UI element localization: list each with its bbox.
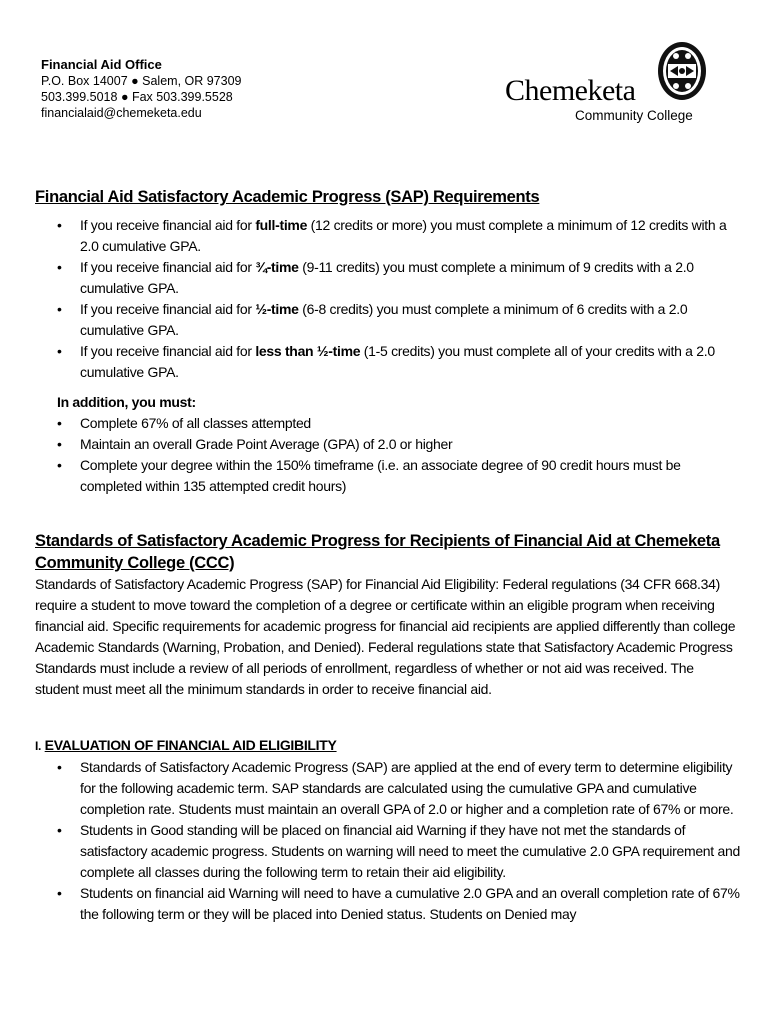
standards-title: Standards of Satisfactory Academic Progress for Recipients of Financial Aid at Chemeketa Community College (CCC) [35,532,720,572]
list-item: • If you receive financial aid for ½-time (6-8 credits) you must complete a minimum of 6 credits with a 2.0 cumulative GPA. [35,299,740,341]
office-name: Financial Aid Office [41,57,162,72]
sap-requirements-list [35,215,740,383]
list-item: • Students on financial aid Warning will need to have a cumulative 2.0 GPA and an overall completion rate of 67% the following term or they will be placed into Denied status. Students on Denied may [35,883,740,925]
document-body [35,186,740,925]
list-item: • If you receive financial aid for ¾-time (9-11 credits) you must complete a minimum of 9 credits with a 2.0 cumulative GPA. [35,257,740,299]
office-email: financialaid@chemeketa.edu [41,106,202,120]
college-logo [505,40,720,125]
sap-title: Financial Aid Satisfactory Academic Progress (SAP) Requirements [35,188,540,206]
list-item: • Standards of Satisfactory Academic Progress (SAP) are applied at the end of every term to determine eligibility for the following academic term. SAP standards are calculated using the cumulative GPA and cumulative completion rate. Students must maintain an overall GPA of 2.0 or higher and a completion rate of 67% or more. [35,757,740,820]
standards-section [35,530,740,700]
college-emblem-icon [656,40,708,102]
addition-list [35,413,740,497]
office-header [41,57,242,121]
list-item: • Complete 67% of all classes attempted [35,413,740,434]
logo-name: Chemeketa [505,74,636,107]
list-item: • Complete your degree within the 150% timeframe (i.e. an associate degree of 90 credit hours must be completed within 135 attempted credit hours) [35,455,740,497]
evaluation-section [35,735,740,925]
list-item: • If you receive financial aid for full-time (12 credits or more) you must complete a minimum of 12 credits with a 2.0 cumulative GPA. [35,215,740,257]
standards-body: Standards of Satisfactory Academic Progress (SAP) for Financial Aid Eligibility: Federal regulations (34 CFR 668.34) require a student to move toward the completion of a degree or certificate within an eligible program when receiving financial aid. Specific requirements for academic progress for financial aid recipients are applied differently than college Academic Standards (Warning, Probation, and Denied). Federal regulations state that Satisfactory Academic Progress Standards must include a review of all periods of enrollment, regardless of whether or not aid was received. The student must meet all the minimum standards in order to receive financial aid. [35,576,736,697]
list-item: • Maintain an overall Grade Point Average (GPA) of 2.0 or higher [35,434,740,455]
office-address: P.O. Box 14007 ● Salem, OR 97309 [41,74,242,88]
logo-subtitle: Community College [575,108,693,123]
list-item: • Students in Good standing will be placed on financial aid Warning if they have not met the standards of satisfactory academic progress. Students on warning will need to meet the cumulative 2.0 GPA requirement and complete all classes during the following term to retain their aid eligibility. [35,820,740,883]
evaluation-heading: I. EVALUATION OF FINANCIAL AID ELIGIBILITY [35,737,337,753]
office-phone: 503.399.5018 ● Fax 503.399.5528 [41,90,233,104]
list-item: • If you receive financial aid for less than ½-time (1-5 credits) you must complete all of your credits with a 2.0 cumulative GPA. [35,341,740,383]
addition-heading: In addition, you must: [57,394,196,410]
evaluation-list [35,757,740,925]
